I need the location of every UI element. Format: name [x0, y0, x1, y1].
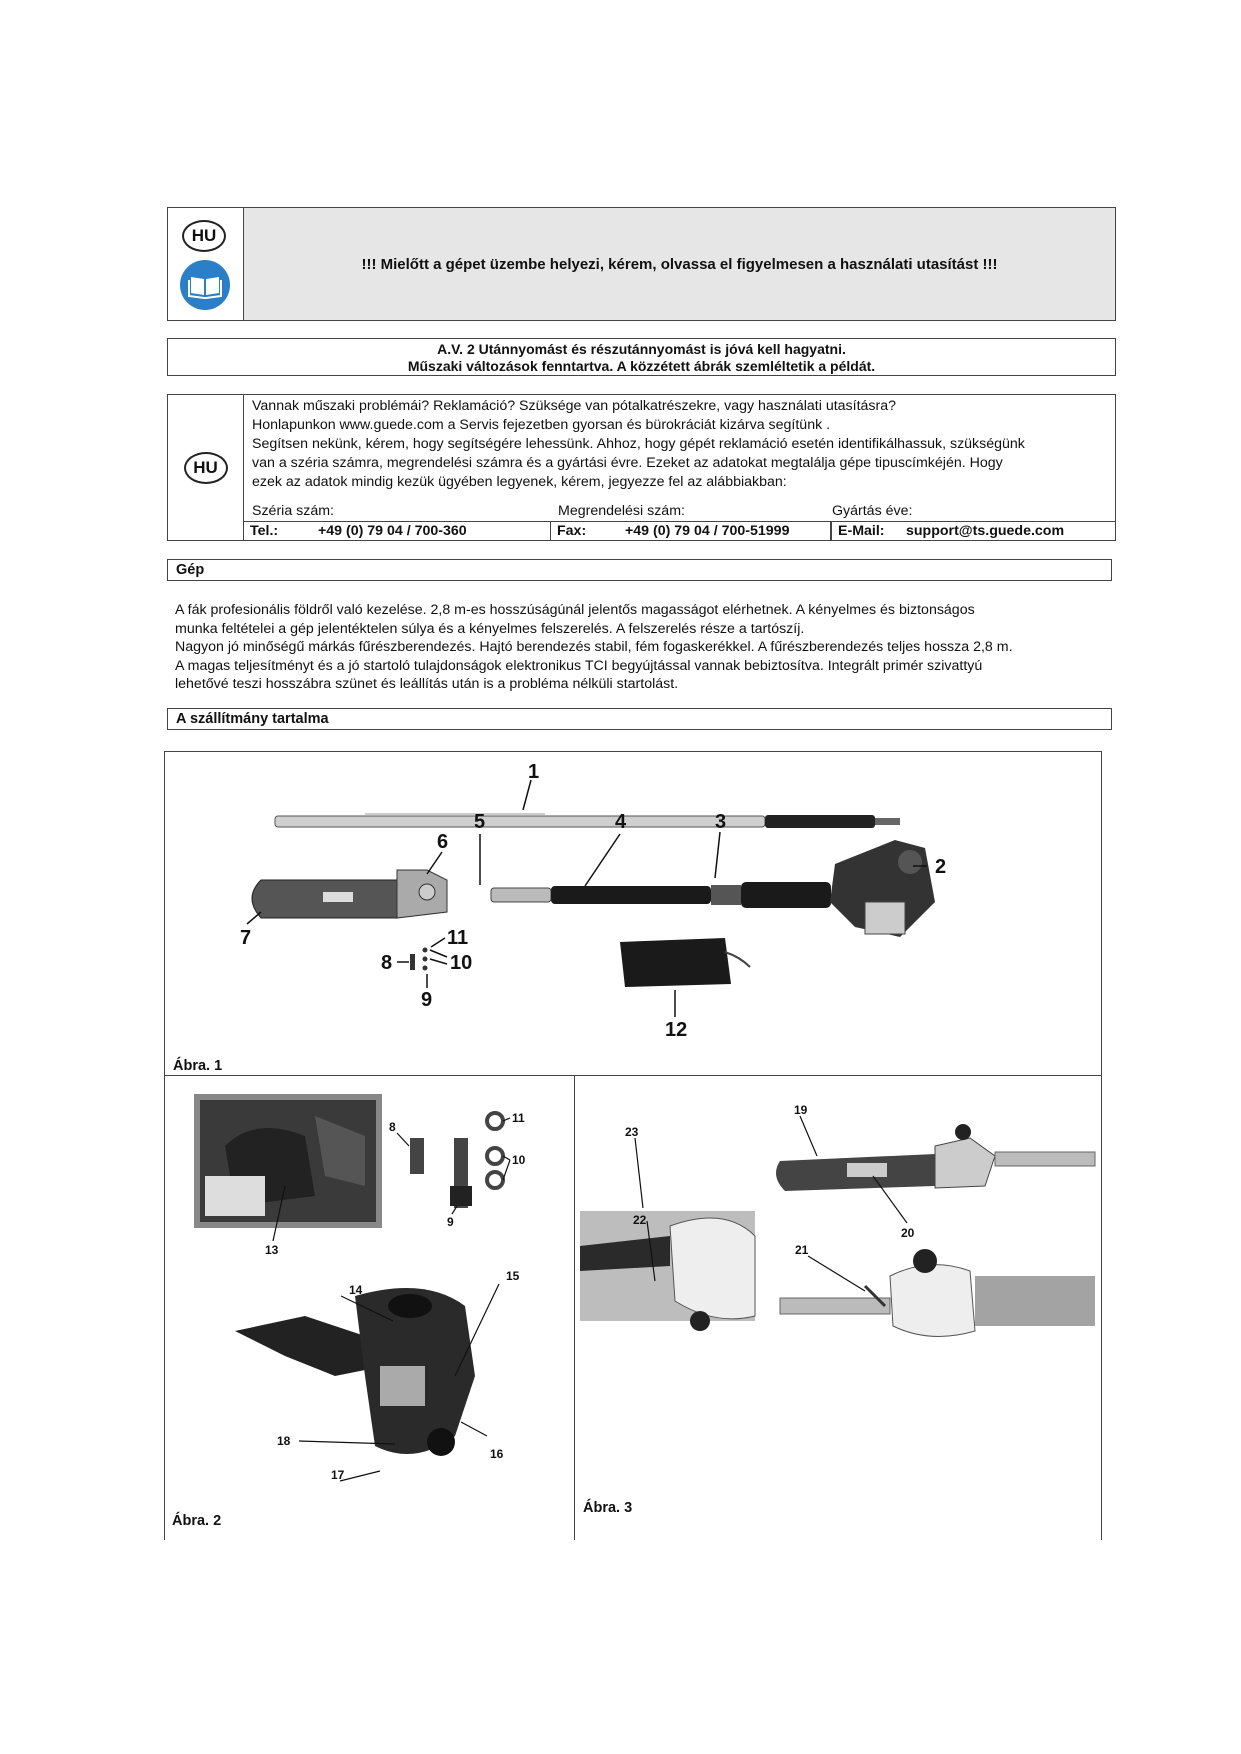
service-line: Segítsen nekünk, kérem, hogy segítségére lehessünk. Ahhoz, hogy gépét reklamáció esetén identifikálhassuk, szükségünk — [252, 436, 1025, 452]
fax-value: +49 (0) 79 04 / 700-51999 — [625, 523, 790, 539]
service-box — [167, 394, 1116, 541]
callout-9: 9 — [421, 989, 433, 1011]
email-cell — [830, 522, 1115, 541]
callout-6: 6 — [437, 831, 449, 853]
copyright-note — [167, 338, 1116, 376]
email-value[interactable]: support@ts.guede.com — [906, 523, 1065, 539]
figures-2-3 — [164, 1075, 1102, 1539]
description-line: munka feltételei a gép jelentéktelen súlya és a kényelmes felszerelés. A felszerelés része a tartószíj. — [175, 620, 805, 637]
header-icons — [168, 208, 244, 320]
tel-cell — [244, 522, 550, 541]
callout-11: 11 — [512, 1111, 525, 1125]
language-badge: HU — [184, 452, 228, 484]
note-line-2: Műszaki változások fenntartva. A közzétett ábrák szemléltetik a példát. — [407, 358, 876, 374]
description-line: A magas teljesítményt és a jó startoló tulajdonságok elektronikus TCI begyújtással vannak bebiztosítva. Integrált primér szivattyú — [175, 657, 983, 674]
callout-11: 11 — [447, 927, 469, 949]
service-line: Vannak műszaki problémái? Reklamáció? Szüksége van pótalkatrészekre, vagy használati utasításra? — [252, 398, 897, 414]
callout-19: 19 — [794, 1103, 808, 1117]
callout-21: 21 — [795, 1243, 809, 1257]
section-title-machine: Gép — [167, 559, 1112, 581]
callout-4: 4 — [615, 811, 627, 833]
description-line: Nagyon jó minőségű márkás fűrészberendezés. Hajtó berendezés stabil, fém fogaskerékkel. A fűrészberendezés teljes hossza 2,8 m. — [175, 639, 1013, 655]
header-box — [167, 207, 1116, 321]
callout-10: 10 — [512, 1153, 526, 1167]
service-line: van a széria számra, megrendelési számra és a gyártási évre. Ezeket az adatokat megtalálja gépe tipuscímkéjén. Hogy — [252, 455, 1003, 471]
callout-8: 8 — [381, 952, 393, 974]
email-label: E-Mail: — [838, 523, 885, 539]
callout-5: 5 — [474, 811, 486, 833]
callout-13: 13 — [265, 1243, 279, 1257]
machine-description — [175, 601, 1105, 694]
figure-2-caption: Ábra. 2 — [172, 1513, 222, 1529]
note-line-1: A.V. 2 Utánnyomást és részutánnyomást is jóvá kell hagyatni. — [437, 341, 846, 357]
order-label: Megrendelési szám: — [558, 503, 685, 519]
safety-warning: !!! Mielőtt a gépet üzembe helyezi, kérem, olvassa el figyelmesen a használati utasítást !!! — [361, 255, 998, 273]
service-line: ezek az adatok mindig kezük ügyében legyenek, kérem, jegyezze fel az alábbiakban: — [252, 474, 787, 490]
contact-row — [244, 521, 1115, 540]
serial-label: Széria szám: — [252, 503, 334, 519]
callout-9: 9 — [447, 1215, 454, 1229]
service-text — [252, 397, 1112, 492]
fax-label: Fax: — [557, 523, 587, 539]
year-label: Gyártás éve: — [832, 503, 913, 519]
fax-cell — [550, 522, 830, 541]
callout-12: 12 — [665, 1019, 688, 1041]
service-lang — [168, 395, 244, 540]
callout-17: 17 — [331, 1468, 345, 1482]
section-title-delivery: A szállítmány tartalma — [167, 708, 1112, 730]
callout-15: 15 — [506, 1269, 520, 1283]
language-badge: HU — [182, 220, 226, 252]
callout-7: 7 — [240, 927, 252, 949]
callout-8: 8 — [389, 1120, 396, 1134]
service-line: Honlapunkon www.guede.com a Servis fejezetben gyorsan és bürokráciát kizárva segítünk . — [252, 417, 831, 433]
callout-22: 22 — [633, 1213, 647, 1227]
callout-10: 10 — [450, 952, 473, 974]
figure-1-caption: Ábra. 1 — [173, 1058, 223, 1074]
callout-1: 1 — [528, 761, 540, 783]
callout-3: 3 — [715, 811, 727, 833]
description-line: lehetővé teszi hosszábra szünet és leállítás után is a probléma nélküli startolást. — [175, 676, 679, 692]
figure-1 — [164, 751, 1102, 1075]
callout-2: 2 — [935, 856, 947, 878]
figure-2-drawing — [165, 1076, 573, 1540]
figure-1-drawing — [165, 752, 1101, 1076]
tel-value: +49 (0) 79 04 / 700-360 — [318, 523, 467, 539]
callout-14: 14 — [349, 1283, 363, 1297]
figure-3-caption: Ábra. 3 — [583, 1500, 633, 1516]
callout-20: 20 — [901, 1226, 915, 1240]
read-manual-icon — [180, 260, 230, 310]
callout-18: 18 — [277, 1434, 291, 1448]
callout-23: 23 — [625, 1125, 639, 1139]
description-line: A fák profesionális földről való kezelése. 2,8 m-es hosszúságúnál jelentős magasságot elérhetnek. A kényelmes és biztonságos — [175, 602, 975, 618]
callout-16: 16 — [490, 1447, 504, 1461]
tel-label: Tel.: — [250, 523, 279, 539]
figure-3-drawing — [575, 1076, 1100, 1540]
